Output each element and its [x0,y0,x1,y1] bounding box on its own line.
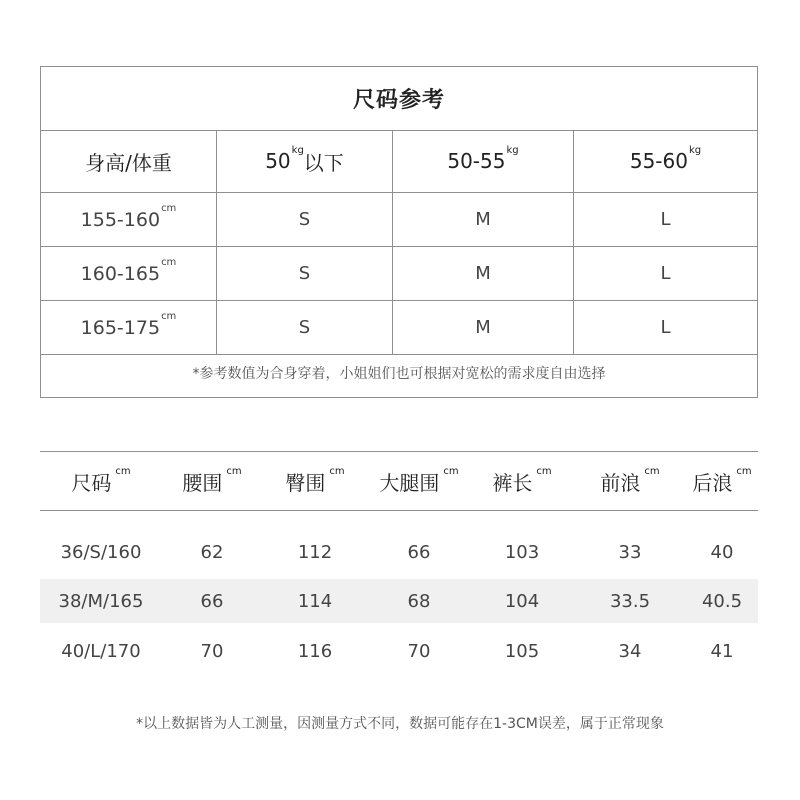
cell-size: 38/M/165 [58,590,144,612]
height-value: 165-175 [80,316,161,339]
weight-unit: kg [688,144,702,156]
table-row [40,530,758,574]
header-thigh [368,452,470,510]
size-cell: S [217,301,393,354]
header-unit: cm [644,465,660,477]
table-row [41,301,757,355]
size-cell: L [660,209,671,230]
height-value: 160-165 [80,262,161,285]
height-unit: cm [161,311,177,322]
header-size [40,452,162,510]
table-row [40,629,758,673]
height-cell [41,301,217,354]
header-length [470,452,574,510]
header-front-rise [574,452,686,510]
cell-hip: 112 [297,541,333,563]
size-cell: M [393,193,574,246]
header-label: 前浪 [600,470,641,495]
header-label: 大腿围 [379,470,440,495]
cell-front-rise: 33.5 [609,590,651,612]
cell-back-rise: 40.5 [701,590,743,612]
cell-thigh: 70 [407,640,431,662]
size-chart-header-row [41,130,757,193]
cell-front-rise: 34 [618,640,642,662]
weight-suffix: 以下 [303,150,344,175]
height-value: 155-160 [80,208,161,231]
size-cell: S [217,193,393,246]
header-label: 后浪 [692,470,733,495]
header-label: 尺码 [71,470,112,495]
header-weight-55-60 [574,130,757,192]
weight-value: 55-60 [629,149,688,173]
header-back-rise [686,452,758,510]
header-weight-50-55 [393,130,574,192]
header-waist [162,452,262,510]
header-hip [262,452,368,510]
size-cell: L [660,317,671,338]
table-row [40,579,758,623]
header-unit: cm [115,465,131,477]
cell-length: 104 [504,590,540,612]
weight-value: 50-55 [447,149,506,173]
cell-size: 40/L/170 [61,640,141,662]
cell-waist: 70 [200,640,224,662]
header-label: 臀围 [285,470,326,495]
measure-note: *以上数据皆为人工测量，因测量方式不同，数据可能存在1-3CM误差，属于正常现象 [136,716,664,732]
header-unit: cm [226,465,242,477]
cell-front-rise: 33 [618,541,642,563]
cell-length: 105 [504,640,540,662]
table-row [41,193,757,247]
header-label: 裤长 [492,470,533,495]
size-cell: L [660,263,671,284]
weight-value: 50 [265,149,291,173]
cell-length: 103 [504,541,540,563]
header-weight-under-50 [217,130,393,192]
size-chart-note: *参考数值为合身穿着，小姐姐们也可根据对宽松的需求度自由选择 [192,366,606,382]
header-unit: cm [329,465,345,477]
cell-hip: 116 [297,640,333,662]
header-label: 腰围 [182,470,223,495]
cell-thigh: 66 [407,541,431,563]
weight-unit: kg [506,144,519,156]
header-height-weight: 身高/体重 [41,130,217,192]
cell-back-rise: 41 [710,640,734,662]
cell-waist: 66 [200,590,224,612]
cell-hip: 114 [297,590,333,612]
cell-waist: 62 [200,541,224,563]
size-chart-title: 尺码参考 [41,67,757,131]
cell-thigh: 68 [407,590,431,612]
header-unit: cm [536,465,552,477]
size-cell: M [393,247,574,300]
height-unit: cm [161,203,177,214]
height-cell [41,247,217,300]
table-row [41,247,757,301]
divider [40,510,758,511]
size-reference-table [40,66,758,398]
cell-size: 36/S/160 [60,541,142,563]
header-unit: cm [736,465,752,477]
measure-header-row [40,452,758,510]
size-cell: S [217,247,393,300]
height-unit: cm [161,257,177,268]
height-cell [41,193,217,246]
cell-back-rise: 40 [710,541,734,563]
weight-unit: kg [291,144,304,156]
header-unit: cm [443,465,459,477]
size-cell: M [393,301,574,354]
